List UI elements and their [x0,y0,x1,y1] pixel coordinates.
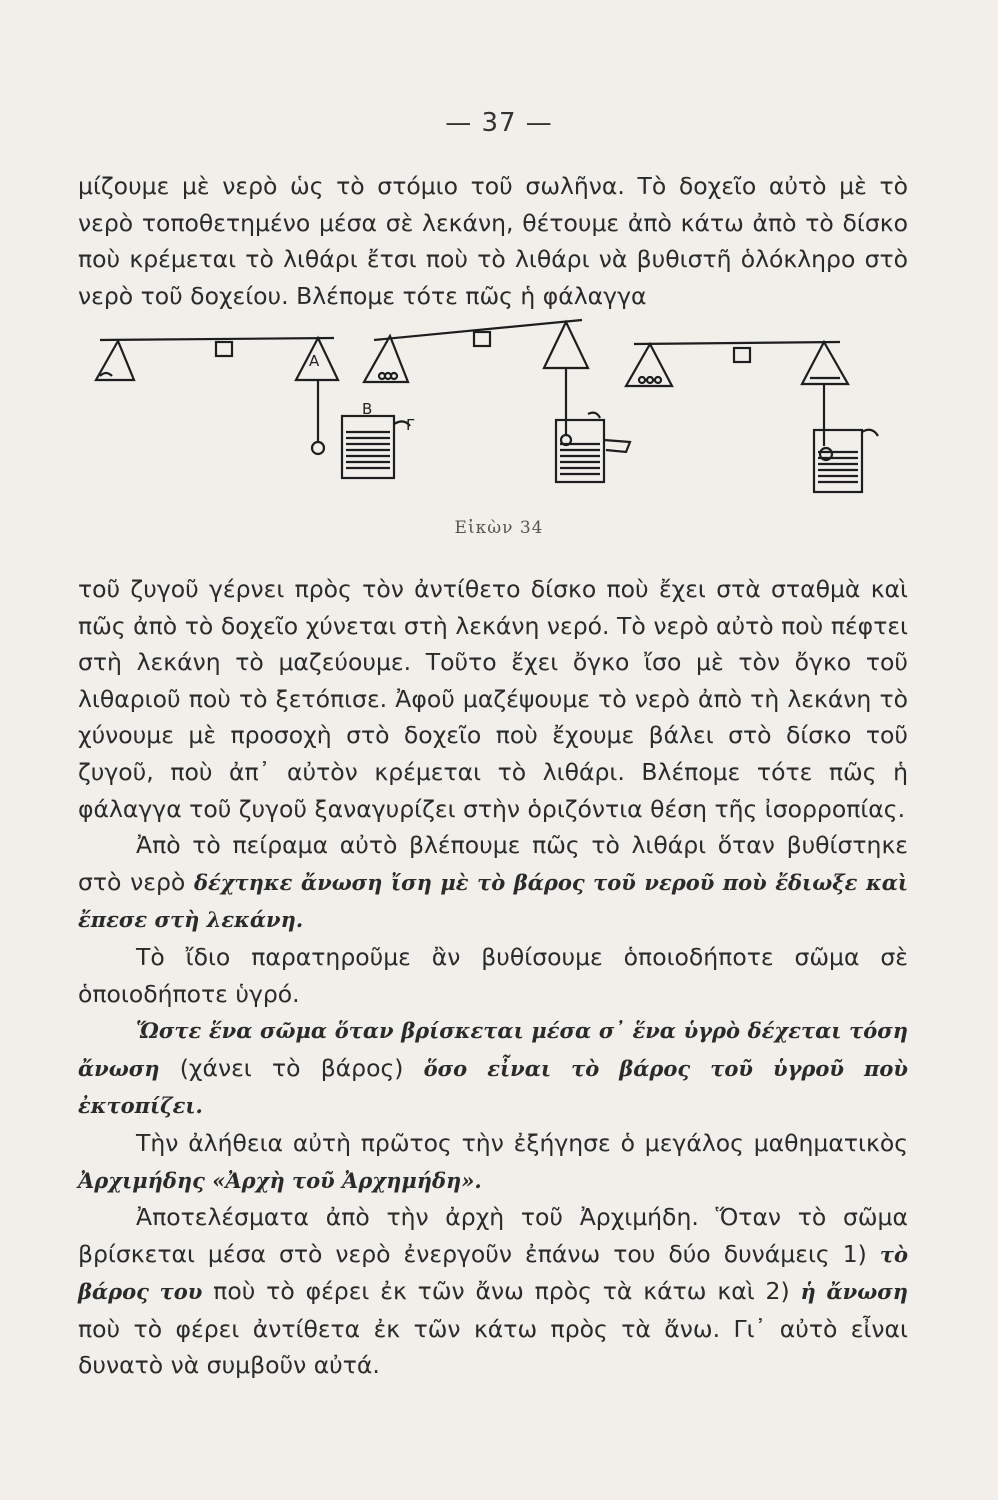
emphasis-text: δέχτηκε ἄνωση ἴση μὲ τὸ βάρος τοῦ νεροῦ ποὺ ἔδιωξε καὶ ἔπεσε στὴ λεκάνη. [78,869,909,933]
paragraph-4 [78,1012,908,1125]
body-text: Τὴν ἀλήθεια αὐτὴ πρῶτος τὴν ἐξήγησε ὁ μεγάλος μαθηματικὸς [136,1128,908,1157]
body-text: ποὺ τὸ φέρει ἀντίθετα ἐκ τῶν κάτω πρὸς τὰ ἄνω. Γι᾽ αὐτὸ εἶναι δυνατὸ νὰ συμβοῦν αὐτά. [78,1314,908,1380]
figure-caption: Εἰκὼν 34 [454,518,544,538]
figure-label-b: Β [362,400,373,418]
body-text: Τὸ ἴδιο παρατηροῦμε ἂν βυθίσουμε ὁποιοδήποτε σῶμα σὲ ὁποιοδήποτε ὑγρό. [78,942,908,1008]
body-text: Ἀποτελέσματα ἀπὸ τὴν ἀρχὴ τοῦ Ἀρχιμήδη. Ὅταν τὸ σῶμα βρίσκεται μέσα στὸ νερὸ ἐνεργοῦν ἐπάνω του δύο δυνάμεις 1) [78,1203,908,1268]
page-number: — 37 — [445,108,553,138]
body-text: ποὺ τὸ φέρει ἐκ τῶν ἄνω πρὸς τὰ κάτω καὶ 2) [202,1277,801,1306]
paragraph-3 [78,939,908,1012]
emphasis-text: ἡ ἄνωση [800,1279,908,1305]
body-text: τοῦ ζυγοῦ γέρνει πρὸς τὸν ἀντίθετο δίσκο ποὺ ἔχει στὰ σταθμὰ καὶ πῶς ἀπὸ τὸ δοχεῖο χύνεται στὴ λεκάνη νερό. Τὸ νερὸ αὐτὸ ποὺ πέφτει στὴ λεκάνη τὸ μαζεύουμε. Τοῦτο ἔχει ὄγκο ἴσο μὲ τὸν ὄγκο τοῦ λιθαριοῦ ποὺ τὸ ξετόπισε. Ἀφοῦ μαζέψουμε τὸ νερὸ ἀπὸ τὴ λεκάνη τὸ χύνουμε μὲ προσοχὴ στὸ δοχεῖο ποὺ ἔχουμε βάλει στὸ δίσκο τοῦ ζυγοῦ, ποὺ ἀπ᾽ αὐτὸν κρέμεται τὸ λιθάρι. Βλέπομε τότε πῶς ἡ φάλαγγα τοῦ ζυγοῦ ξαναγυρίζει στὴν ὁριζόντια θέση τῆς ἰσορροπίας. [78,575,908,823]
emphasis-text: Ἀρχιμήδης «Ἀρχὴ τοῦ Ἀρχημήδη». [78,1167,482,1193]
figure-label-g: Γ [406,416,415,434]
figure-label-a: Α [309,352,320,370]
intro-text-block [78,168,908,314]
emphasis-text: ὅσο εἶναι τὸ βάρος τοῦ ὑγροῦ ποὺ ἐκτοπίζει. [78,1055,908,1119]
balance-3-illustration [626,342,878,492]
balance-experiment-figure [78,314,908,504]
body-text: (χάνει τὸ βάρος) [159,1053,424,1082]
body-text: Ἀπὸ τὸ πείραμα αὐτὸ βλέπουμε πῶς τὸ λιθάρι ὅταν βυθίστηκε στὸ νερὸ [78,831,908,896]
paragraph-1 [78,571,908,827]
paragraph-2 [78,827,908,939]
emphasis-text: τὸ βάρος του [78,1241,908,1305]
intro-paragraph: μίζουμε μὲ νερὸ ὡς τὸ στόμιο τοῦ σωλῆνα. Τὸ δοχεῖο αὐτὸ μὲ τὸ νερὸ τοποθετημένο μέσα σὲ λεκάνη, θέτουμε ἀπὸ κάτω ἀπὸ τὸ δίσκο ποὺ κρέμεται τὸ λιθάρι ἔτσι ποὺ τὸ λιθάρι νὰ βυθιστῆ ὁλόκληρο στὸ νερὸ τοῦ δοχείου. Βλέπομε τότε πῶς ἡ φάλαγγα [78,172,908,310]
paragraph-5 [78,1125,908,1199]
body-text-block [78,571,908,1384]
emphasis-text: Ὥστε ἕνα σῶμα ὅταν βρίσκεται μέσα σ᾽ ἕνα ὑγρὸ δέχεται τόση ἄνωση [78,1018,908,1081]
balance-2-illustration [364,320,630,482]
paragraph-6 [78,1199,908,1384]
